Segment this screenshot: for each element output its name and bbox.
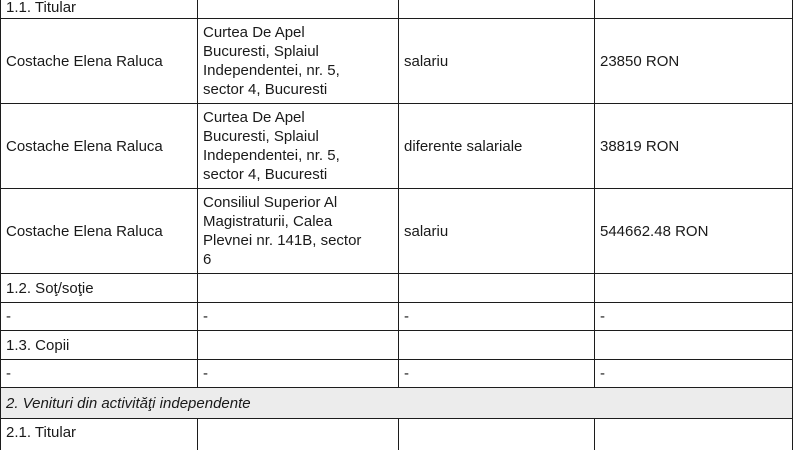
empty-cell bbox=[399, 0, 595, 19]
table-row bbox=[1, 19, 793, 104]
empty-marker: - bbox=[399, 303, 595, 331]
empty-marker: - bbox=[198, 303, 399, 331]
empty-marker: - bbox=[198, 360, 399, 388]
empty-cell bbox=[198, 419, 399, 450]
empty-cell bbox=[399, 274, 595, 303]
section-title: 2. Venituri din activităţi independente bbox=[1, 388, 793, 419]
empty-marker: - bbox=[1, 303, 198, 331]
beneficiary-name: Costache Elena Raluca bbox=[1, 189, 198, 274]
empty-cell bbox=[595, 0, 793, 19]
section-label-titular: 1.1. Titular bbox=[1, 0, 198, 19]
section-row-copii bbox=[1, 331, 793, 360]
table-row bbox=[1, 189, 793, 274]
service-provided: salariu bbox=[399, 189, 595, 274]
empty-cell bbox=[595, 419, 793, 450]
beneficiary-name: Costache Elena Raluca bbox=[1, 104, 198, 189]
empty-marker: - bbox=[595, 303, 793, 331]
section-label-sot-sotie: 1.2. Soţ/soţie bbox=[1, 274, 198, 303]
empty-entry-row bbox=[1, 360, 793, 388]
service-provided: salariu bbox=[399, 19, 595, 104]
empty-cell bbox=[595, 331, 793, 360]
section-header-venituri-independente bbox=[1, 388, 793, 419]
section-row-titular bbox=[1, 0, 793, 19]
empty-cell bbox=[198, 274, 399, 303]
section-row-sot-sotie bbox=[1, 274, 793, 303]
income-source: Consiliul Superior Al Magistraturii, Calea Plevnei nr. 141B, sector 6 bbox=[198, 189, 399, 274]
section-label-titular: 2.1. Titular bbox=[1, 419, 198, 450]
table-row bbox=[1, 104, 793, 189]
empty-cell bbox=[399, 419, 595, 450]
section-row-titular-2 bbox=[1, 419, 793, 450]
empty-marker: - bbox=[595, 360, 793, 388]
section-label-copii: 1.3. Copii bbox=[1, 331, 198, 360]
empty-cell bbox=[595, 274, 793, 303]
empty-cell bbox=[399, 331, 595, 360]
empty-marker: - bbox=[399, 360, 595, 388]
annual-income: 38819 RON bbox=[595, 104, 793, 189]
income-source: Curtea De Apel Bucuresti, Splaiul Independentei, nr. 5, sector 4, Bucuresti bbox=[198, 104, 399, 189]
annual-income: 23850 RON bbox=[595, 19, 793, 104]
service-provided: diferente salariale bbox=[399, 104, 595, 189]
empty-cell bbox=[198, 331, 399, 360]
beneficiary-name: Costache Elena Raluca bbox=[1, 19, 198, 104]
empty-cell bbox=[198, 0, 399, 19]
income-source: Curtea De Apel Bucuresti, Splaiul Independentei, nr. 5, sector 4, Bucuresti bbox=[198, 19, 399, 104]
annual-income: 544662.48 RON bbox=[595, 189, 793, 274]
empty-marker: - bbox=[1, 360, 198, 388]
empty-entry-row bbox=[1, 303, 793, 331]
